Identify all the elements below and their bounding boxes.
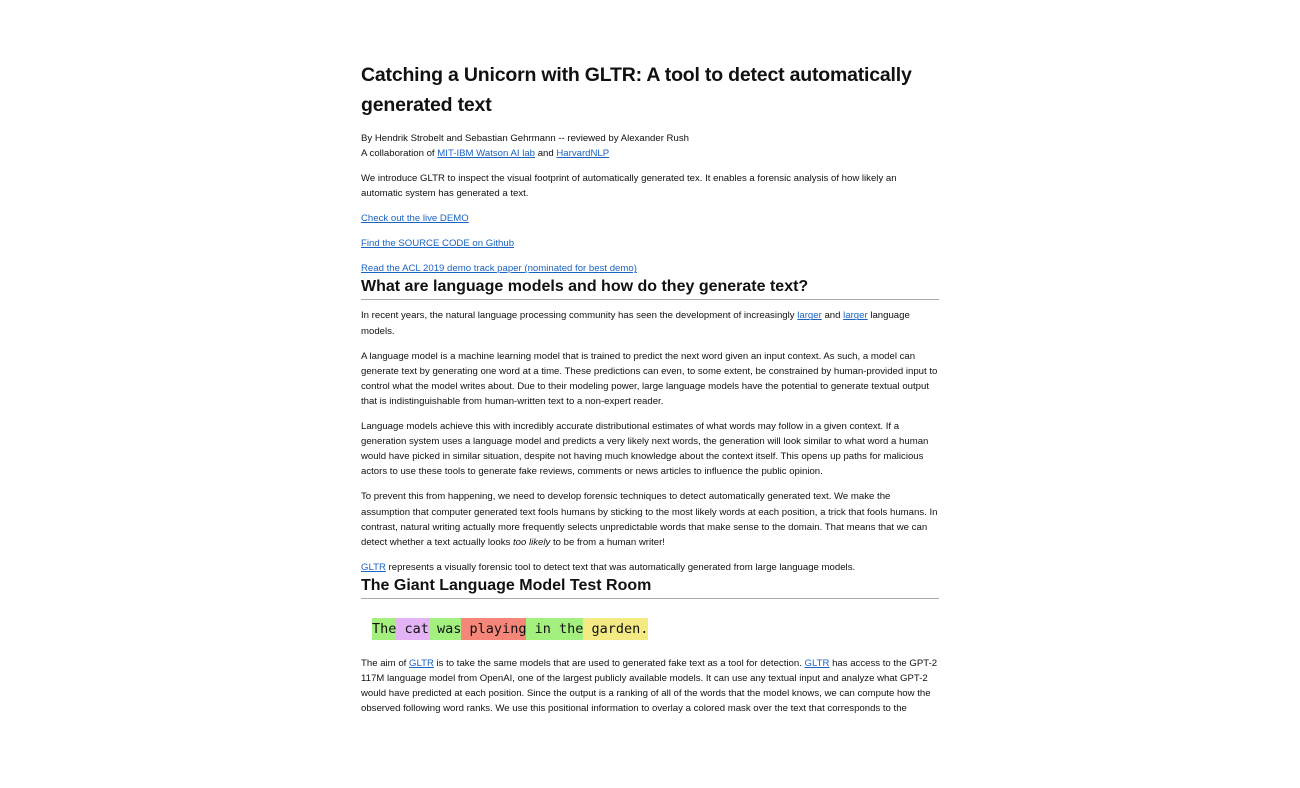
- too-likely-emphasis: too likely: [512, 536, 551, 548]
- article: [361, 60, 939, 716]
- demo-token: The: [372, 618, 396, 640]
- demo-link-paragraph: [361, 211, 939, 226]
- gltr-link-2[interactable]: GLTR: [409, 657, 434, 669]
- test-room-paragraph: [361, 656, 939, 716]
- collab-prefix: A collaboration of: [361, 148, 438, 159]
- lm-paragraph-5: [361, 560, 939, 575]
- demo-token: in: [526, 618, 550, 640]
- tr-p1-text-a: The aim of: [361, 657, 409, 669]
- demo-token: garden.: [583, 618, 648, 640]
- live-demo-link[interactable]: Check out the live DEMO: [361, 213, 469, 225]
- gltr-link-3[interactable]: GLTR: [804, 657, 830, 669]
- lm-p5-text: represents a visually forensic tool to detect text that was automatically generated from large language models.: [385, 561, 856, 573]
- byline: [361, 131, 939, 161]
- lm-paragraph-4: [361, 489, 939, 549]
- larger-link-1[interactable]: larger: [797, 310, 822, 322]
- lm-p1-text-a: In recent years, the natural language processing community has seen the development of increasingly: [361, 310, 798, 322]
- lm-paragraph-3: Language models achieve this with incredibly accurate distributional estimates of what words may follow in a given context. If a generation system uses a language model and predicts a very likely next words, the generation will look similar to what word a human would have picked in similar situation, despite not having much knowledge about the context itself. This opens up paths for malicious actors to use these tools to generate fake reviews, comments or news articles to influence the public opinion.: [361, 421, 929, 478]
- source-link-paragraph: [361, 236, 939, 251]
- lm-paragraph-2: A language model is a machine learning model that is trained to predict the next word given an input context. As such, a model can generate text by generating one word at a time. These predictions can even, to some extent, be constrained by human-provided input to control what the model writes about. Due to their modeling power, large language models have the potential to generate textual output that is indistinguishable from human-written text to a non-expert reader.: [361, 350, 938, 407]
- demo-token: playing: [461, 618, 526, 640]
- larger-link-2[interactable]: larger: [843, 310, 868, 322]
- demo-token: cat: [396, 618, 429, 640]
- section-heading-language-models: What are language models and how do they generate text?: [361, 276, 939, 300]
- page-title: Catching a Unicorn with GLTR: A tool to detect automatically generated text: [361, 64, 912, 116]
- lm-p4-text-b: to be from a human writer!: [550, 536, 665, 548]
- intro-paragraph: We introduce GLTR to inspect the visual footprint of automatically generated tex. It enables a forensic analysis of how likely an automatic system has generated a text.: [361, 173, 897, 200]
- harvardnlp-link[interactable]: HarvardNLP: [556, 148, 610, 159]
- tr-p1-text-b: is to take the same models that are used to generated fake text as a tool for detection.: [433, 657, 805, 669]
- lm-p1-text-c: language models.: [361, 310, 910, 337]
- collab-and: and: [535, 148, 557, 159]
- collaboration-line: [361, 146, 939, 161]
- authors-line: By Hendrik Strobelt and Sebastian Gehrmann -- reviewed by Alexander Rush: [361, 133, 689, 144]
- lm-p4-text-a: To prevent this from happening, we need to develop forensic techniques to detect automatically generated text. We make the assumption that computer generated text fools humans by sticking to the most likely words at each position, a trick that fools humans. In contrast, natural writing actually more frequently selects unpredictable words that make sense to the domain. That means that we can detect whether a text actually looks: [361, 491, 938, 548]
- tr-p1-text-c: has access to the GPT-2 117M language model from OpenAI, one of the largest publicly available models. It can use any textual input and analyze what GPT-2 would have predicted at each position. Since the output is a ranking of all of the words that the model knows, we can compute how the observed following word ranks. We use this positional information to overlay a colored mask over the text that corresponds to the: [361, 657, 938, 715]
- paper-link-paragraph: [361, 261, 939, 276]
- lm-paragraph-1: [361, 308, 939, 338]
- gltr-link[interactable]: GLTR: [361, 561, 386, 573]
- mit-ibm-link[interactable]: MIT-IBM Watson AI lab: [437, 148, 536, 159]
- source-code-link[interactable]: Find the SOURCE CODE on Github: [361, 238, 515, 250]
- gltr-demo-sentence: [372, 618, 939, 640]
- section-heading-test-room: The Giant Language Model Test Room: [361, 575, 939, 599]
- paper-link[interactable]: Read the ACL 2019 demo track paper (nominated for best demo): [361, 263, 637, 275]
- demo-token: was: [429, 618, 462, 640]
- lm-p1-text-b: and: [821, 310, 844, 322]
- demo-token: the: [551, 618, 584, 640]
